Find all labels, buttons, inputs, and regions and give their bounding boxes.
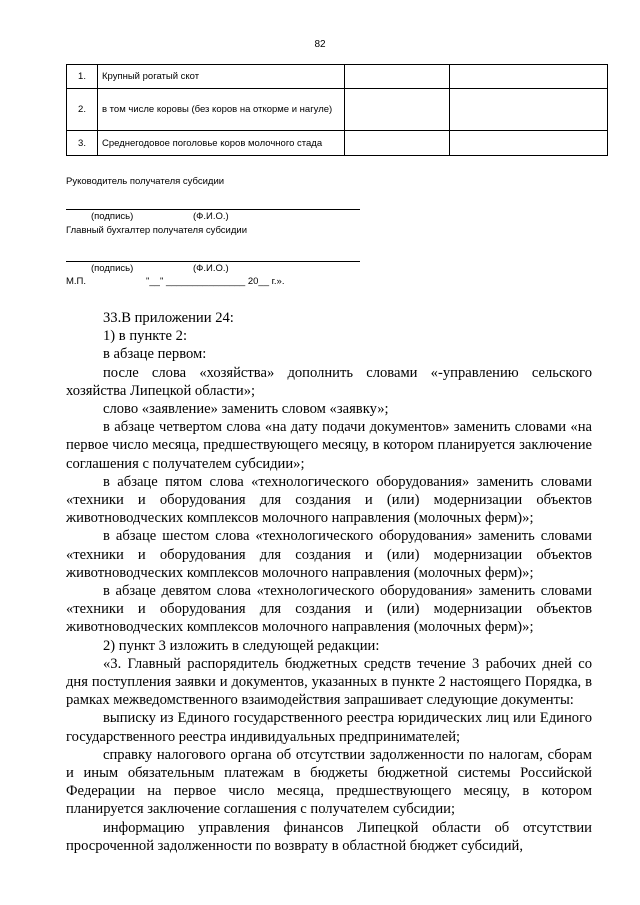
table-row: [67, 131, 608, 156]
table-row: [67, 89, 608, 131]
paragraph: в абзаце четвертом слова «на дату подачи документов» заменить словами «на первое число месяца, предшествующего месяцу, в котором планируется заключение соглашения с получателем субсидии»;: [66, 419, 592, 472]
fio-label: (Ф.И.О.): [193, 211, 229, 222]
paragraph: слово «заявление» заменить словом «заявку»;: [103, 401, 389, 418]
stamp-label: М.П.: [66, 276, 87, 287]
paragraph: 1) в пункте 2:: [103, 328, 188, 345]
paragraph: в абзаце девятом слова «технологического оборудования» заменить словами «техники и оборудования для создания и (или) модернизации объектов животноводческих комплексов молочного направления (молочных ферм)»;: [66, 583, 592, 636]
fio-label: (Ф.И.О.): [193, 263, 229, 274]
row-name: Среднегодовое поголовье коров молочного стада: [98, 131, 345, 156]
head-title: Руководитель получателя субсидии: [66, 176, 225, 187]
paragraph: в абзаце первом:: [103, 346, 207, 363]
paragraph: в абзаце шестом слова «технологического оборудования» заменить словами «техники и оборудования для создания и (или) модернизации объектов животноводческих комплексов молочного направления (молочных ферм)»;: [66, 528, 592, 581]
sign-label: (подпись): [91, 263, 134, 274]
paragraph: 33.В приложении 24:: [103, 310, 234, 326]
row-name: в том числе коровы (без коров на откорме и нагуле): [98, 89, 345, 131]
table-cell: [450, 131, 608, 156]
row-number: 2.: [67, 89, 98, 131]
paragraph: в абзаце пятом слова «технологического оборудования» заменить словами «техники и оборудования для создания и (или) модернизации объектов животноводческих комплексов молочного направления (молочных ферм)»;: [66, 473, 592, 527]
row-name: Крупный рогатый скот: [98, 65, 345, 89]
signature-line: [66, 209, 360, 210]
row-number: 3.: [67, 131, 98, 156]
table-cell: [345, 89, 450, 131]
amendment-text: [66, 309, 592, 855]
table-cell: [450, 89, 608, 131]
row-number: 1.: [67, 65, 98, 89]
livestock-table: [66, 64, 608, 156]
accountant-title: Главный бухгалтер получателя субсидии: [66, 225, 248, 236]
table-cell: [450, 65, 608, 89]
paragraph: справку налогового органа об отсутствии задолженности по налогам, сборам и иным обязательным платежам в бюджеты бюджетной системы Российской Федерации на первое число месяца, предшествующего месяцу, в котором планируется заключение соглашения с получателем субсидии;: [66, 746, 592, 818]
paragraph: информацию управления финансов Липецкой области об отсутствии просроченной задолженности по возврату в областной бюджет субсидий,: [66, 819, 592, 854]
date-line: "__" _______________ 20__ г.».: [146, 276, 285, 287]
paragraph: после слова «хозяйства» дополнить словами «-управлению сельского хозяйства Липецкой области»;: [66, 364, 592, 399]
page-number: 82: [314, 39, 326, 50]
signature-line: [66, 261, 360, 262]
table-cell: [345, 65, 450, 89]
paragraph: 2) пункт 3 изложить в следующей редакции:: [103, 637, 380, 654]
sign-label: (подпись): [91, 211, 134, 222]
table-cell: [345, 131, 450, 156]
paragraph: «3. Главный распорядитель бюджетных средств течение 3 рабочих дней со дня поступления заявки и документов, указанных в пункте 2 настоящего Порядка, в рамках межведомственного взаимодействия запрашивает следующие документы:: [66, 655, 592, 709]
table-row: [67, 65, 608, 89]
paragraph: выписку из Единого государственного реестра юридических лиц или Единого государственного реестра индивидуальных предпринимателей;: [66, 710, 592, 745]
